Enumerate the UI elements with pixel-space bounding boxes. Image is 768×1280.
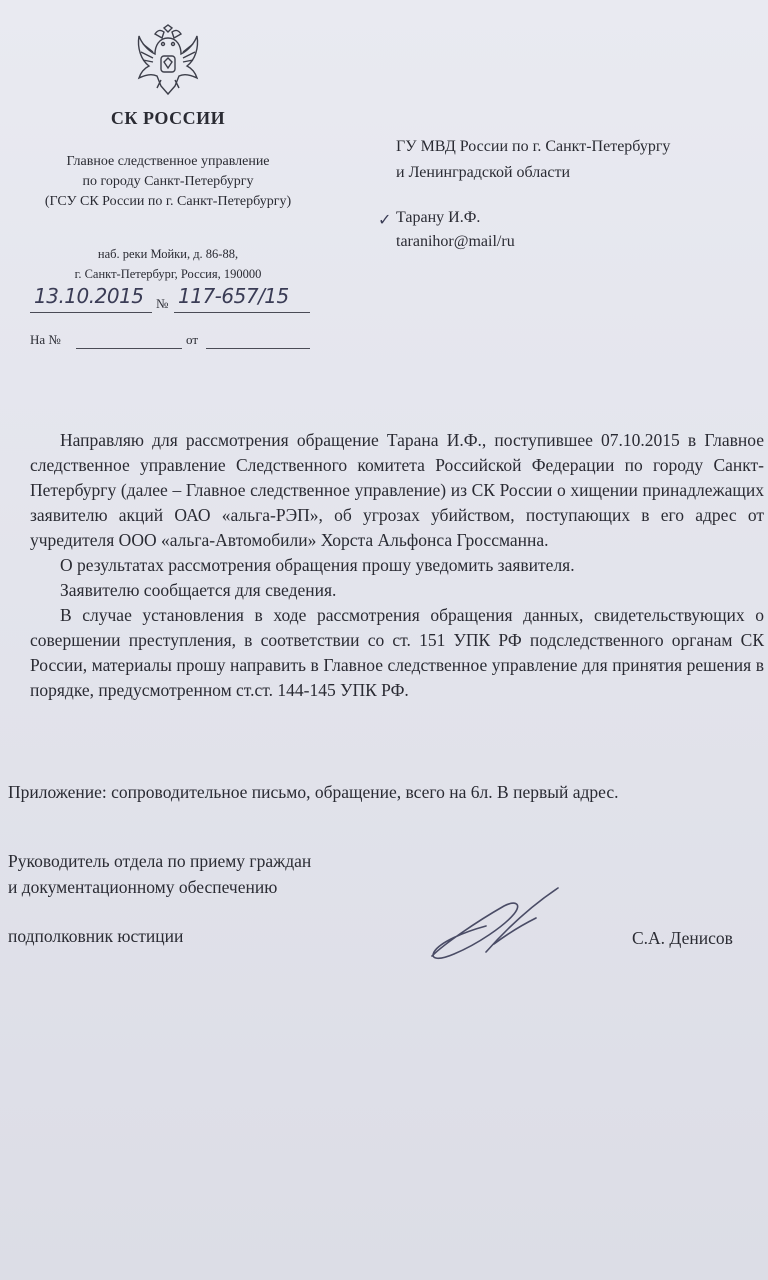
body-paragraph: О результатах рассмотрения обращения прошу уведомить заявителя. xyxy=(60,555,575,575)
signer-rank: подполковник юстиции xyxy=(8,926,184,946)
number-underline xyxy=(174,312,310,313)
position-line-2: и документационному обеспечению xyxy=(8,877,278,897)
addressee-name: Тарану И.Ф. xyxy=(396,209,481,226)
body-paragraph: В случае установления в ходе рассмотрения обращения данных, свидетельствующих о совершении преступления, в соответствии со ст. 151 УПК РФ подследственного органам СК России, материалы прошу направить в Главное следственное управление для принятия решения в порядке, предусмотренном ст.ст. 144-145 УПК РФ. xyxy=(30,605,764,700)
addressee-email: taranihor@mail/ru xyxy=(396,233,515,250)
agency-name: СК РОССИИ xyxy=(110,108,226,128)
position-line-1: Руководитель отдела по приему граждан xyxy=(8,851,312,871)
address-line-2: г. Санкт-Петербург, Россия, 190000 xyxy=(74,267,262,281)
ref-number-blank xyxy=(76,348,182,349)
department-block xyxy=(0,152,336,212)
ref-date-label: от xyxy=(186,332,199,347)
registration-line xyxy=(30,284,340,318)
reference-line xyxy=(30,332,320,354)
ref-date-blank xyxy=(206,348,310,349)
recipient-line-1: ГУ МВД России по г. Санкт-Петербургу xyxy=(396,138,671,155)
number-label: № xyxy=(156,296,169,311)
department-line-2: по городу Санкт-Петербургу xyxy=(82,174,254,189)
sender-address xyxy=(0,244,336,284)
address-line-1: наб. реки Мойки, д. 86-88, xyxy=(97,247,239,261)
ref-number-label: На № xyxy=(30,332,61,347)
russian-coat-of-arms-icon xyxy=(133,24,203,98)
handwritten-signature xyxy=(424,882,574,968)
signer-name: С.А. Денисов xyxy=(632,928,733,948)
date-underline xyxy=(30,312,152,313)
letter-body xyxy=(30,428,764,703)
recipient-line-2: и Ленинградской области xyxy=(396,164,571,181)
registration-date: 13.10.2015 xyxy=(34,284,144,308)
body-paragraph: Заявителю сообщается для сведения. xyxy=(60,580,337,600)
addressee-block xyxy=(396,206,756,254)
department-line-1: Главное следственное управление xyxy=(66,154,270,169)
body-paragraph: Направляю для рассмотрения обращение Тарана И.Ф., поступившее 07.10.2015 в Главное следственное управление Следственного комитета Российской Федерации по городу Санкт-Петербургу (далее – Главное следственное управление) из СК России о хищении принадлежащих заявителю акций ОАО «альга-РЭП», об угрозах убийством, поступающих в его адрес от учредителя ООО «альга-Автомобили» Хорста Альфонса Гроссманна. xyxy=(30,430,764,550)
attachment-note: Приложение: сопроводительное письмо, обращение, всего на 6л. В первый адрес. xyxy=(8,782,619,802)
registration-number: 117-657/15 xyxy=(178,284,289,308)
checkmark-icon: ✓ xyxy=(378,212,392,229)
recipient-organization xyxy=(396,134,766,186)
department-line-3: (ГСУ СК России по г. Санкт-Петербургу) xyxy=(44,194,292,209)
